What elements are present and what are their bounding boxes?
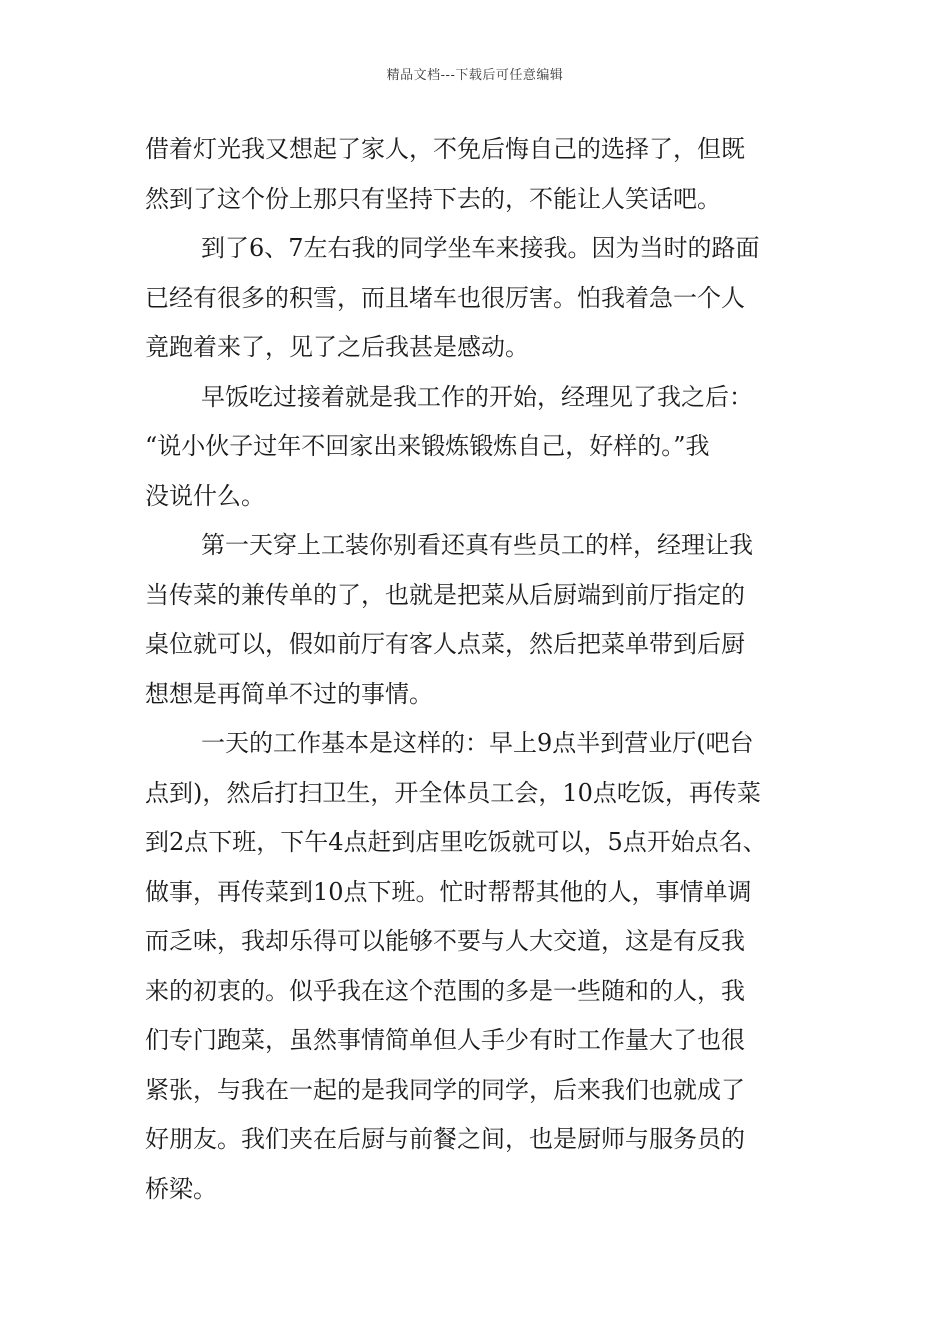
text-line: 桌位就可以，假如前厅有客人点菜，然后把菜单带到后厨: [145, 630, 745, 658]
text-line: 借着灯光我又想起了家人，不免后悔自己的选择了，但既: [145, 135, 745, 163]
text-line: 想想是再简单不过的事情。: [145, 679, 433, 708]
text-line: 好朋友。我们夹在后厨与前餐之间，也是厨师与服务员的: [145, 1125, 745, 1153]
document-body: [145, 125, 813, 1214]
text-line: “说小伙子过年不回家出来锻炼锻炼自己，好样的。”我: [145, 432, 710, 460]
paragraph-start-line: 早饭吃过接着就是我工作的开始，经理见了我之后：: [201, 382, 753, 411]
paragraph-start-line: 到了6、7左右我的同学坐车来接我。因为当时的路面: [201, 234, 760, 262]
text-line: 点到)，然后打扫卫生，开全体员工会，10点吃饭，再传菜: [145, 778, 761, 807]
text-line: 然到了这个份上那只有坚持下去的，不能让人笑话吧。: [145, 184, 721, 213]
text-line: 到2点下班，下午4点赶到店里吃饭就可以，5点开始点名、: [145, 828, 767, 856]
paragraph-start-line: 第一天穿上工装你别看还真有些员工的样，经理让我: [201, 531, 753, 559]
text-line: 已经有很多的积雪，而且堵车也很厉害。怕我着急一个人: [145, 283, 745, 312]
text-line: 来的初衷的。似乎我在这个范围的多是一些随和的人，我: [145, 976, 745, 1005]
text-line: 们专门跑菜，虽然事情简单但人手少有时工作量大了也很: [145, 1026, 745, 1054]
page-header: 精品文档---下载后可任意编辑: [386, 68, 564, 83]
text-line: 竟跑着来了，见了之后我甚是感动。: [145, 333, 529, 361]
paragraph-start-line: 一天的工作基本是这样的：早上9点半到营业厅(吧台: [201, 729, 754, 757]
text-line: 而乏味，我却乐得可以能够不要与人大交道，这是有反我: [145, 927, 745, 955]
text-line: 做事，再传菜到10点下班。忙时帮帮其他的人，事情单调: [145, 877, 752, 906]
text-line: 当传菜的兼传单的了，也就是把菜从后厨端到前厅指定的: [145, 580, 745, 609]
text-line: 紧张，与我在一起的是我同学的同学，后来我们也就成了: [145, 1075, 745, 1104]
text-line: 没说什么。: [145, 481, 265, 510]
text-line: 桥梁。: [145, 1174, 217, 1203]
